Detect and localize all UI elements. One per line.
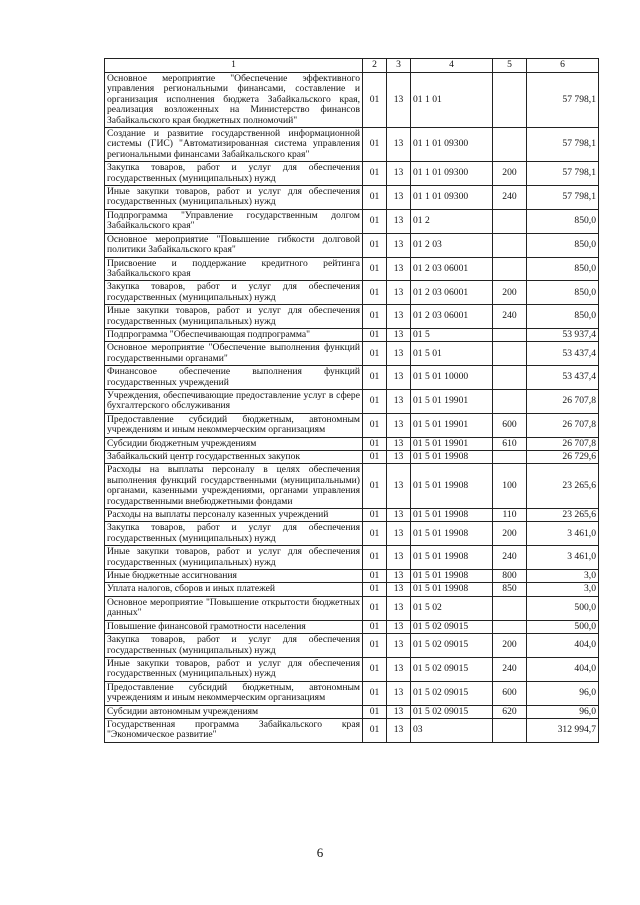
- table-row: [105, 186, 599, 210]
- cell-c5: 240: [493, 186, 527, 210]
- cell-c3: 13: [387, 570, 411, 583]
- table-row: [105, 546, 599, 570]
- cell-c6: 57 798,1: [527, 186, 599, 210]
- cell-c6: 57 798,1: [527, 73, 599, 128]
- cell-c3: 13: [387, 718, 411, 742]
- cell-name: Основное мероприятие "Повышение открытости бюджетных данных": [105, 596, 363, 620]
- cell-c2: 01: [363, 705, 387, 718]
- cell-c5: 200: [493, 634, 527, 658]
- cell-c4: 01 2 03 06001: [411, 281, 493, 305]
- cell-c5: 600: [493, 413, 527, 437]
- cell-c4: 01 5 01 19908: [411, 522, 493, 546]
- table-row: [105, 413, 599, 437]
- cell-c5: 110: [493, 509, 527, 522]
- cell-c5: [493, 389, 527, 413]
- cell-c4: 03: [411, 718, 493, 742]
- cell-c6: 96,0: [527, 681, 599, 705]
- cell-c4: 01 1 01: [411, 73, 493, 128]
- cell-c6: 850,0: [527, 233, 599, 257]
- cell-c6: 850,0: [527, 305, 599, 329]
- cell-c4: 01 5 01 19908: [411, 509, 493, 522]
- table-row: [105, 464, 599, 509]
- cell-name: Присвоение и поддержание кредитного рейтинга Забайкальского края: [105, 257, 363, 281]
- table-row: [105, 281, 599, 305]
- cell-c4: 01 5 02 09015: [411, 634, 493, 658]
- cell-name: Основное мероприятие "Повышение гибкости долговой политики Забайкальского края": [105, 233, 363, 257]
- cell-c3: 13: [387, 681, 411, 705]
- cell-c3: 13: [387, 128, 411, 162]
- table-body: [105, 73, 599, 743]
- cell-name: Субсидии бюджетным учреждениям: [105, 437, 363, 450]
- cell-c3: 13: [387, 281, 411, 305]
- cell-c2: 01: [363, 451, 387, 464]
- cell-c4: 01 5 02 09015: [411, 681, 493, 705]
- cell-name: Иные закупки товаров, работ и услуг для обеспечения государственных (муниципальных) нужд: [105, 657, 363, 681]
- cell-c2: 01: [363, 718, 387, 742]
- cell-c2: 01: [363, 73, 387, 128]
- cell-c2: 01: [363, 596, 387, 620]
- cell-c3: 13: [387, 464, 411, 509]
- cell-c4: 01 5 01 10000: [411, 366, 493, 390]
- table-row: [105, 570, 599, 583]
- cell-c2: 01: [363, 128, 387, 162]
- table-row: [105, 657, 599, 681]
- cell-c2: 01: [363, 328, 387, 341]
- table-row: [105, 522, 599, 546]
- cell-c4: 01 5 01 19908: [411, 464, 493, 509]
- cell-c6: 500,0: [527, 596, 599, 620]
- cell-c4: 01 5 01 19908: [411, 451, 493, 464]
- cell-c4: 01 5 02 09015: [411, 620, 493, 633]
- cell-name: Иные закупки товаров, работ и услуг для обеспечения государственных (муниципальных) нужд: [105, 305, 363, 329]
- cell-c3: 13: [387, 546, 411, 570]
- cell-name: Финансовое обеспечение выполнения функций государственных учреждений: [105, 366, 363, 390]
- cell-name: Расходы на выплаты персоналу казенных учреждений: [105, 509, 363, 522]
- cell-c3: 13: [387, 305, 411, 329]
- cell-c5: [493, 342, 527, 366]
- cell-c2: 01: [363, 233, 387, 257]
- cell-c5: [493, 233, 527, 257]
- table-row: [105, 451, 599, 464]
- cell-c3: 13: [387, 413, 411, 437]
- cell-name: Подпрограмма "Обеспечивающая подпрограмма": [105, 328, 363, 341]
- cell-c5: [493, 209, 527, 233]
- cell-name: Основное мероприятие "Обеспечение эффективного управления региональными финансами, составление и организация исполнения бюджета Забайкальского края, реализация возложенных на Министерство финансов Забайкальского края бюджетных полномочий": [105, 73, 363, 128]
- cell-c5: 240: [493, 305, 527, 329]
- cell-c4: 01 5 02 09015: [411, 705, 493, 718]
- cell-c5: [493, 596, 527, 620]
- cell-c3: 13: [387, 522, 411, 546]
- cell-c4: 01 2: [411, 209, 493, 233]
- cell-c3: 13: [387, 257, 411, 281]
- cell-c6: 312 994,7: [527, 718, 599, 742]
- cell-c4: 01 5 01 19901: [411, 389, 493, 413]
- cell-c5: 620: [493, 705, 527, 718]
- cell-c2: 01: [363, 186, 387, 210]
- cell-c2: 01: [363, 522, 387, 546]
- cell-c6: 23 265,6: [527, 464, 599, 509]
- cell-c5: 800: [493, 570, 527, 583]
- cell-c3: 13: [387, 233, 411, 257]
- table-header-row: [105, 59, 599, 73]
- table-row: [105, 718, 599, 742]
- cell-c5: 200: [493, 522, 527, 546]
- cell-c3: 13: [387, 620, 411, 633]
- cell-c4: 01 2 03 06001: [411, 305, 493, 329]
- header-col-5: 5: [493, 59, 527, 73]
- cell-c4: 01 1 01 09300: [411, 162, 493, 186]
- table-row: [105, 257, 599, 281]
- cell-c2: 01: [363, 509, 387, 522]
- cell-name: Иные закупки товаров, работ и услуг для обеспечения государственных (муниципальных) нужд: [105, 186, 363, 210]
- cell-c3: 13: [387, 186, 411, 210]
- table-row: [105, 634, 599, 658]
- cell-c5: [493, 451, 527, 464]
- table-row: [105, 389, 599, 413]
- cell-c4: 01 5 01 19901: [411, 437, 493, 450]
- cell-c6: 96,0: [527, 705, 599, 718]
- cell-name: Государственная программа Забайкальского края "Экономическое развитие": [105, 718, 363, 742]
- cell-c4: 01 2 03 06001: [411, 257, 493, 281]
- table-row: [105, 509, 599, 522]
- cell-name: Забайкальский центр государственных закупок: [105, 451, 363, 464]
- cell-c2: 01: [363, 657, 387, 681]
- cell-c3: 13: [387, 509, 411, 522]
- header-col-4: 4: [411, 59, 493, 73]
- cell-c2: 01: [363, 413, 387, 437]
- cell-c5: 850: [493, 583, 527, 596]
- cell-name: Учреждения, обеспечивающие предоставление услуг в сфере бухгалтерского обслуживания: [105, 389, 363, 413]
- cell-c4: 01 2 03: [411, 233, 493, 257]
- cell-c2: 01: [363, 583, 387, 596]
- cell-c2: 01: [363, 437, 387, 450]
- page-number: 6: [316, 845, 324, 860]
- cell-c5: 200: [493, 281, 527, 305]
- cell-c6: 57 798,1: [527, 128, 599, 162]
- table-row: [105, 305, 599, 329]
- cell-c2: 01: [363, 620, 387, 633]
- cell-c2: 01: [363, 209, 387, 233]
- cell-name: Предоставление субсидий бюджетным, автономным учреждениям и иным некоммерческим организациям: [105, 413, 363, 437]
- cell-c3: 13: [387, 328, 411, 341]
- cell-c6: 53 937,4: [527, 328, 599, 341]
- cell-c3: 13: [387, 634, 411, 658]
- cell-c5: 600: [493, 681, 527, 705]
- cell-c2: 01: [363, 389, 387, 413]
- cell-c5: 100: [493, 464, 527, 509]
- cell-c3: 13: [387, 596, 411, 620]
- cell-c5: [493, 73, 527, 128]
- table-row: [105, 620, 599, 633]
- cell-name: Иные бюджетные ассигнования: [105, 570, 363, 583]
- cell-c3: 13: [387, 437, 411, 450]
- cell-name: Создание и развитие государственной информационной системы (ГИС) "Автоматизированная система управления региональными финансами Забайкальского края": [105, 128, 363, 162]
- cell-c3: 13: [387, 705, 411, 718]
- cell-c6: 53 437,4: [527, 366, 599, 390]
- cell-c3: 13: [387, 162, 411, 186]
- cell-c4: 01 5 01 19901: [411, 413, 493, 437]
- cell-c6: 23 265,6: [527, 509, 599, 522]
- budget-table: [104, 58, 599, 743]
- table-row: [105, 705, 599, 718]
- cell-c4: 01 1 01 09300: [411, 186, 493, 210]
- cell-c2: 01: [363, 162, 387, 186]
- cell-c6: 57 798,1: [527, 162, 599, 186]
- cell-c6: 3 461,0: [527, 546, 599, 570]
- cell-c4: 01 5: [411, 328, 493, 341]
- header-col-3: 3: [387, 59, 411, 73]
- cell-name: Закупка товаров, работ и услуг для обеспечения государственных (муниципальных) нужд: [105, 522, 363, 546]
- header-col-2: 2: [363, 59, 387, 73]
- cell-name: Подпрограмма "Управление государственным долгом Забайкальского края": [105, 209, 363, 233]
- cell-c6: 3,0: [527, 583, 599, 596]
- cell-c4: 01 5 01 19908: [411, 583, 493, 596]
- cell-name: Закупка товаров, работ и услуг для обеспечения государственных (муниципальных) нужд: [105, 162, 363, 186]
- cell-c2: 01: [363, 257, 387, 281]
- cell-c6: 3,0: [527, 570, 599, 583]
- table-row: [105, 342, 599, 366]
- cell-c5: 240: [493, 546, 527, 570]
- cell-c2: 01: [363, 681, 387, 705]
- cell-c3: 13: [387, 73, 411, 128]
- cell-name: Субсидии автономным учреждениям: [105, 705, 363, 718]
- table-row: [105, 233, 599, 257]
- cell-c3: 13: [387, 389, 411, 413]
- cell-c4: 01 1 01 09300: [411, 128, 493, 162]
- table-row: [105, 162, 599, 186]
- cell-c3: 13: [387, 366, 411, 390]
- table-row: [105, 437, 599, 450]
- cell-c6: 26 707,8: [527, 389, 599, 413]
- cell-c4: 01 5 02 09015: [411, 657, 493, 681]
- cell-c2: 01: [363, 366, 387, 390]
- cell-c5: [493, 366, 527, 390]
- cell-c6: 26 729,6: [527, 451, 599, 464]
- cell-c2: 01: [363, 305, 387, 329]
- cell-c2: 01: [363, 281, 387, 305]
- cell-c4: 01 5 01 19908: [411, 570, 493, 583]
- cell-name: Уплата налогов, сборов и иных платежей: [105, 583, 363, 596]
- cell-name: Иные закупки товаров, работ и услуг для обеспечения государственных (муниципальных) нужд: [105, 546, 363, 570]
- cell-c2: 01: [363, 546, 387, 570]
- cell-c6: 404,0: [527, 657, 599, 681]
- cell-c3: 13: [387, 342, 411, 366]
- cell-c5: [493, 128, 527, 162]
- cell-name: Закупка товаров, работ и услуг для обеспечения государственных (муниципальных) нужд: [105, 281, 363, 305]
- cell-c6: 404,0: [527, 634, 599, 658]
- cell-c5: [493, 620, 527, 633]
- cell-name: Предоставление субсидий бюджетным, автономным учреждениям и иным некоммерческим организациям: [105, 681, 363, 705]
- cell-c5: [493, 328, 527, 341]
- cell-name: Повышение финансовой грамотности населения: [105, 620, 363, 633]
- cell-c3: 13: [387, 451, 411, 464]
- cell-c5: 240: [493, 657, 527, 681]
- cell-c3: 13: [387, 583, 411, 596]
- cell-c4: 01 5 02: [411, 596, 493, 620]
- cell-c6: 26 707,8: [527, 437, 599, 450]
- cell-c3: 13: [387, 657, 411, 681]
- cell-c6: 500,0: [527, 620, 599, 633]
- cell-c2: 01: [363, 570, 387, 583]
- table-row: [105, 328, 599, 341]
- table-row: [105, 366, 599, 390]
- cell-c3: 13: [387, 209, 411, 233]
- cell-name: Расходы на выплаты персоналу в целях обеспечения выполнения функций государственными (муниципальными) органами, казенными учреждениями, органами управления государственными внебюджетными фондами: [105, 464, 363, 509]
- cell-c6: 26 707,8: [527, 413, 599, 437]
- table-row: [105, 209, 599, 233]
- cell-c6: 850,0: [527, 257, 599, 281]
- table-row: [105, 73, 599, 128]
- header-col-1: 1: [105, 59, 363, 73]
- cell-c5: [493, 257, 527, 281]
- cell-name: Закупка товаров, работ и услуг для обеспечения государственных (муниципальных) нужд: [105, 634, 363, 658]
- cell-c2: 01: [363, 464, 387, 509]
- table-row: [105, 596, 599, 620]
- header-col-6: 6: [527, 59, 599, 73]
- cell-name: Основное мероприятие "Обеспечение выполнения функций государственными органами": [105, 342, 363, 366]
- cell-c2: 01: [363, 634, 387, 658]
- table-row: [105, 681, 599, 705]
- cell-c5: 200: [493, 162, 527, 186]
- cell-c2: 01: [363, 342, 387, 366]
- cell-c5: [493, 718, 527, 742]
- cell-c6: 850,0: [527, 281, 599, 305]
- cell-c4: 01 5 01 19908: [411, 546, 493, 570]
- table-row: [105, 583, 599, 596]
- cell-c6: 850,0: [527, 209, 599, 233]
- table-row: [105, 128, 599, 162]
- cell-c5: 610: [493, 437, 527, 450]
- cell-c6: 3 461,0: [527, 522, 599, 546]
- cell-c4: 01 5 01: [411, 342, 493, 366]
- cell-c6: 53 437,4: [527, 342, 599, 366]
